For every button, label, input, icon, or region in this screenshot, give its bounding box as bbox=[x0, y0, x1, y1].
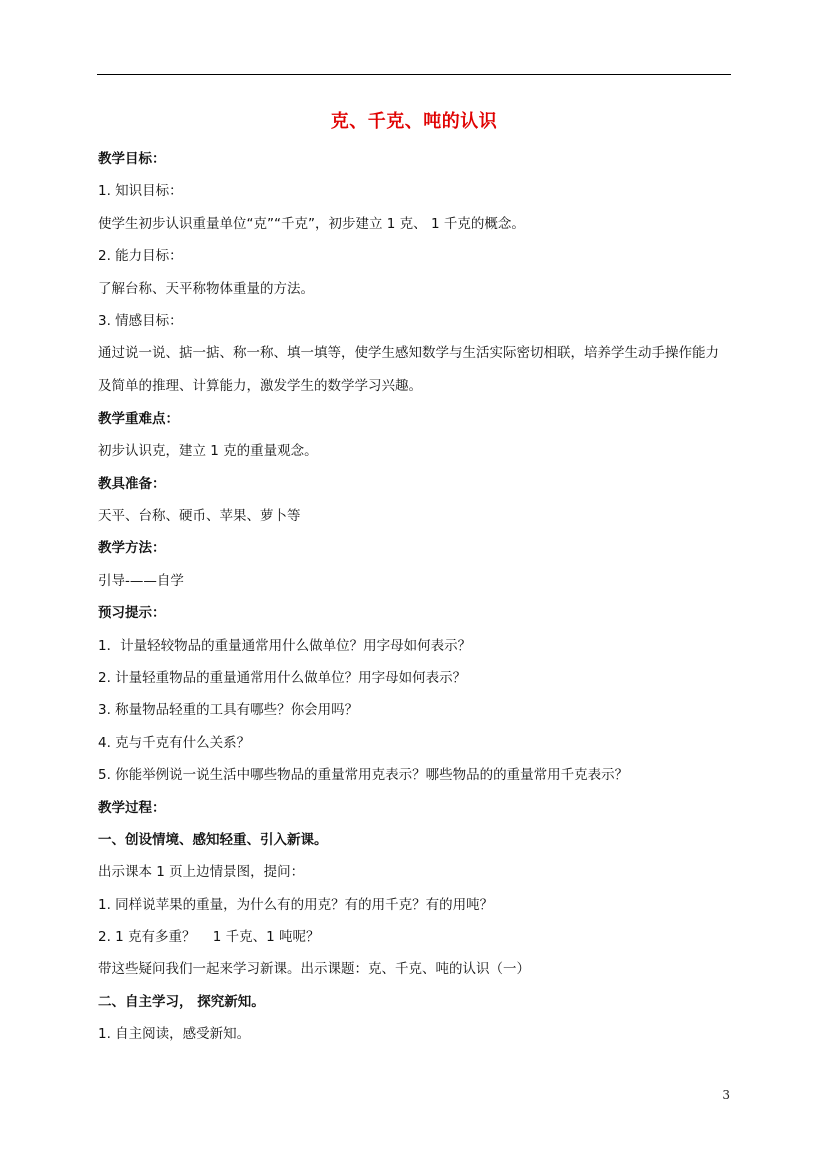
paragraph-line: 带这些疑问我们一起来学习新课。出示课题：克、千克、吨的认识（一） bbox=[98, 961, 530, 978]
page-number: 3 bbox=[722, 1088, 730, 1102]
paragraph-line: 2. 1 克有多重？ 1 千克、1 吨呢？ bbox=[98, 929, 320, 946]
paragraph-line: 使学生初步认识重量单位“克”“千克”，初步建立 1 克、 1 千克的概念。 bbox=[98, 215, 525, 232]
paragraph-line: 出示课本 1 页上边情景图，提问： bbox=[98, 864, 305, 881]
document-body bbox=[98, 149, 730, 1057]
paragraph-line: 1. 知识目标： bbox=[98, 183, 183, 200]
section-heading: 教学过程： bbox=[98, 799, 166, 816]
section-heading: 教具准备： bbox=[98, 475, 166, 492]
paragraph-line: 1．计量轻较物品的重量通常用什么做单位？用字母如何表示？ bbox=[98, 637, 472, 654]
paragraph-line: 4. 克与千克有什么关系？ bbox=[98, 734, 251, 751]
header-rule bbox=[97, 74, 731, 75]
paragraph-line: 2. 能力目标： bbox=[98, 248, 183, 265]
paragraph-line: 引导-——自学 bbox=[98, 572, 184, 589]
paragraph-line: 5. 你能举例说一说生活中哪些物品的重量常用克表示？哪些物品的的重量常用千克表示？ bbox=[98, 767, 629, 784]
section-heading: 二、自主学习， 探究新知。 bbox=[98, 993, 265, 1010]
paragraph-line: 1. 同样说苹果的重量，为什么有的用克？有的用千克？有的用吨？ bbox=[98, 896, 494, 913]
section-heading: 预习提示： bbox=[98, 605, 166, 622]
paragraph-line: 了解台称、天平称物体重量的方法。 bbox=[98, 280, 314, 297]
paragraph-line: 天平、台称、硬币、苹果、萝卜等 bbox=[98, 508, 301, 525]
section-heading: 教学重难点： bbox=[98, 410, 179, 427]
section-heading: 一、创设情境、感知轻重、引入新课。 bbox=[98, 831, 328, 848]
paragraph-line: 通过说一说、掂一掂、称一称、填一填等，使学生感知数学与生活实际密切相联，培养学生动手操作能力及简单的推理、计算能力，激发学生的数学学习兴趣。 bbox=[98, 344, 719, 394]
paragraph-line: 1. 自主阅读，感受新知。 bbox=[98, 1026, 251, 1043]
paragraph-line: 3. 情感目标： bbox=[98, 312, 183, 329]
paragraph-line: 初步认识克，建立 1 克的重量观念。 bbox=[98, 443, 318, 460]
paragraph-line: 3. 称量物品轻重的工具有哪些？你会用吗？ bbox=[98, 702, 359, 719]
section-heading: 教学目标： bbox=[98, 151, 166, 167]
page-title: 克、千克、吨的认识 bbox=[330, 111, 498, 132]
section-heading: 教学方法： bbox=[98, 540, 166, 557]
paragraph-line: 2. 计量轻重物品的重量通常用什么做单位？用字母如何表示？ bbox=[98, 669, 467, 686]
